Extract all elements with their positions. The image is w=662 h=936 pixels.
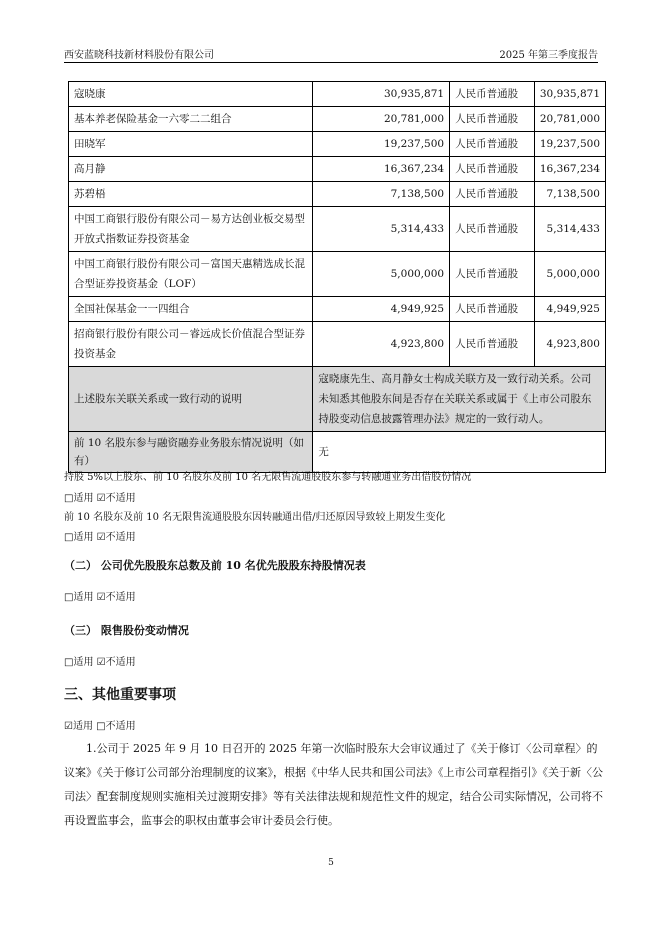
table-row	[69, 297, 606, 322]
share-type: 人民币普通股	[450, 182, 535, 207]
share-count: 19,237,500	[534, 132, 605, 157]
share-type: 人民币普通股	[450, 82, 535, 107]
section-preferred-title: （二） 公司优先股股东总数及前 10 名优先股股东持股情况表	[64, 559, 366, 572]
table-row	[69, 322, 606, 367]
section-restricted-option: □适用 ☑不适用	[64, 657, 136, 668]
table-row	[69, 252, 606, 297]
shareholder-name: 苏碧梧	[69, 182, 313, 207]
shareholder-name: 田晓军	[69, 132, 313, 157]
margin-row	[69, 432, 606, 473]
section-restricted-title: （三） 限售股份变动情况	[64, 624, 189, 637]
lending-option: □适用 ☑不适用	[64, 493, 136, 504]
shareholder-name: 寇晓康	[69, 82, 313, 107]
shareholder-name: 招商银行股份有限公司－睿远成长价值混合型证券投资基金	[69, 322, 313, 367]
table-row	[69, 82, 606, 107]
change-note: 前 10 名股东及前 10 名无限售流通股股东因转融通出借/归还原因导致较上期发生变化	[64, 512, 446, 523]
share-type: 人民币普通股	[450, 132, 535, 157]
lending-note: 持股 5%以上股东、前 10 名股东及前 10 名无限售流通股股东参与转融通业务出借股份情况	[64, 472, 472, 483]
shares-held: 4,949,925	[313, 297, 450, 322]
shares-held: 4,923,800	[313, 322, 450, 367]
shareholder-name: 中国工商银行股份有限公司－易方达创业板交易型开放式指数证券投资基金	[69, 207, 313, 252]
shareholder-name: 高月静	[69, 157, 313, 182]
share-count: 7,138,500	[534, 182, 605, 207]
shareholder-name: 基本养老保险基金一六零二二组合	[69, 107, 313, 132]
header-report-title: 2025 年第三季度报告	[499, 50, 598, 61]
header-company: 西安蓝晓科技新材料股份有限公司	[64, 50, 214, 61]
margin-text: 无	[313, 432, 606, 473]
share-count: 4,949,925	[534, 297, 605, 322]
shares-held: 5,314,433	[313, 207, 450, 252]
table-row	[69, 107, 606, 132]
table-row	[69, 157, 606, 182]
change-option: □适用 ☑不适用	[64, 532, 136, 543]
table-row	[69, 207, 606, 252]
page-number: 5	[328, 858, 334, 868]
table-row	[69, 182, 606, 207]
shares-held: 30,935,871	[313, 82, 450, 107]
section-preferred-option: □适用 ☑不适用	[64, 592, 136, 603]
share-count: 4,923,800	[534, 322, 605, 367]
share-type: 人民币普通股	[450, 252, 535, 297]
share-type: 人民币普通股	[450, 207, 535, 252]
shareholder-name: 全国社保基金一一四组合	[69, 297, 313, 322]
shares-held: 20,781,000	[313, 107, 450, 132]
relation-label: 上述股东关联关系或一致行动的说明	[69, 367, 313, 432]
shareholder-name: 中国工商银行股份有限公司－富国天惠精选成长混合型证券投资基金（LOF）	[69, 252, 313, 297]
share-count: 16,367,234	[534, 157, 605, 182]
share-type: 人民币普通股	[450, 107, 535, 132]
share-count: 5,314,433	[534, 207, 605, 252]
share-type: 人民币普通股	[450, 322, 535, 367]
shares-held: 7,138,500	[313, 182, 450, 207]
shares-held: 5,000,000	[313, 252, 450, 297]
share-type: 人民币普通股	[450, 157, 535, 182]
share-count: 5,000,000	[534, 252, 605, 297]
part3-option: ☑适用 □不适用	[64, 721, 136, 732]
relation-row	[69, 367, 606, 432]
shareholder-table	[68, 81, 606, 473]
shares-held: 19,237,500	[313, 132, 450, 157]
relation-text: 寇晓康先生、高月静女士构成关联方及一致行动关系。公司未知悉其他股东间是否存在关联关系或属于《上市公司股东持股变动信息披露管理办法》规定的一致行动人。	[313, 367, 606, 432]
share-type: 人民币普通股	[450, 297, 535, 322]
share-count: 20,781,000	[534, 107, 605, 132]
share-count: 30,935,871	[534, 82, 605, 107]
table-row	[69, 132, 606, 157]
part3-paragraph: 1.公司于 2025 年 9 月 10 日召开的 2025 年第一次临时股东大会审议通过了《关于修订〈公司章程〉的议案》《关于修订公司部分治理制度的议案》，根据《中华人民共和国公司法》《上市公司章程指引》《关于新〈公司法〉配套制度规则实施相关过渡期安排》等有关法律法规和规范性文件的规定，结合公司实际情况，公司将不再设置监事会，监事会的职权由董事会审计委员会行使。	[64, 742, 603, 827]
part3-title: 三、其他重要事项	[64, 687, 176, 703]
margin-label: 前 10 名股东参与融资融券业务股东情况说明（如有）	[69, 432, 313, 473]
shares-held: 16,367,234	[313, 157, 450, 182]
page-header	[64, 44, 598, 63]
